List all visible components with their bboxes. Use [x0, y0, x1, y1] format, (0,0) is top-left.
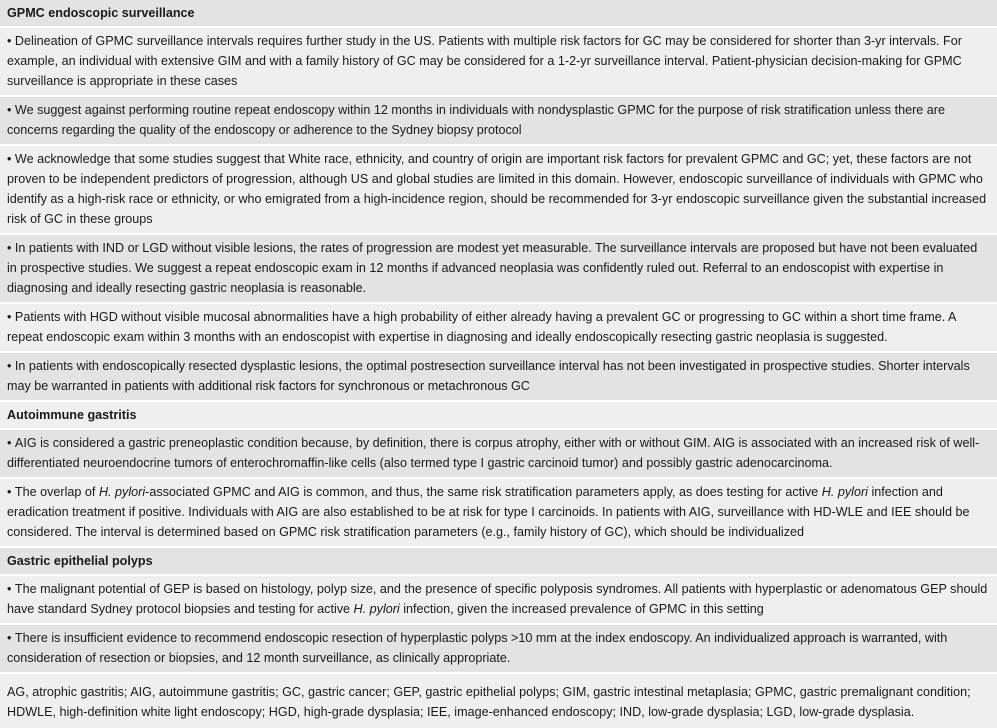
section-heading-autoimmune-gastritis: Autoimmune gastritis	[0, 402, 997, 428]
table-row	[0, 625, 997, 672]
row-text: • There is insufficient evidence to recommend endoscopic resection of hyperplastic polyps >10 mm at the index endoscopy. An individualized approach is warranted, with consideration of resection or biopsies, and 12 month surveillance, as clinically appropriate.	[7, 631, 947, 665]
row-text-a: • The overlap of	[7, 485, 99, 499]
row-text: • AIG is considered a gastric preneoplastic condition because, by definition, there is corpus atrophy, either with or without GIM. AIG is associated with an increased risk of well-differentiated neuroendocrine tumors of enterochromaffin-like cells (also termed type I gastric carcinoid tumor) and possibly gastric adenocarcinoma.	[7, 436, 979, 470]
table-row	[0, 430, 997, 477]
section-heading-gpmc-surveillance: GPMC endoscopic surveillance	[0, 0, 997, 26]
table-row	[0, 146, 997, 233]
row-text: • Delineation of GPMC surveillance intervals requires further study in the US. Patients with multiple risk factors for GC may be considered for shorter than 3-yr intervals. For example, an individual with extensive GIM and with a family history of GC may be considered for a 1-2-yr surveillance interval. Patient-physician decision-making for GPMC surveillance is appropriate in these cases	[7, 34, 962, 88]
row-text-italic: H. pylori	[98, 485, 146, 499]
row-text: • We acknowledge that some studies suggest that White race, ethnicity, and country of origin are important risk factors for prevalent GPMC and GC; yet, these factors are not proven to be independent predictors of progression, although US and global studies are limited in this domain. However, endoscopic surveillance of individuals with GPMC who identify as a high-risk race or ethnicity, or who emigrated from a high-incidence region, should be recommended for 3-yr endoscopic surveillance given the substantial increased risk of GC in these groups	[7, 152, 986, 226]
table-footnote: AG, atrophic gastritis; AIG, autoimmune gastritis; GC, gastric cancer; GEP, gastric epithelial polyps; GIM, gastric intestinal metaplasia; GPMC, gastric premalignant condition; HDWLE, high-definition white light endoscopy; HGD, high-grade dysplasia; IEE, image-enhanced endoscopy; IND, low-grade dysplasia; LGD, low-grade dysplasia.	[0, 672, 997, 728]
section-heading-gastric-epithelial-polyps: Gastric epithelial polyps	[0, 548, 997, 574]
row-text-a: • The malignant potential of GEP is based on histology, polyp size, and the presence of specific polyposis syndromes. All patients with hyperplastic or adenomatous GEP should have standard Sydney protocol biopsies and testing for active	[7, 582, 987, 616]
row-text-c: infection and eradication treatment if positive. Individuals with AIG are also established to be at risk for type I carcinoids. In patients with AIG, surveillance with HD-WLE and IEE should be considered. The interval is determined based on GPMC risk stratification parameters (e.g., family history of GC), which should be individualized	[7, 485, 970, 539]
table-row	[0, 576, 997, 623]
table-row	[0, 479, 997, 546]
row-text-italic: H. pylori	[821, 485, 868, 499]
table-row	[0, 235, 997, 302]
row-text: • We suggest against performing routine repeat endoscopy within 12 months in individuals with nondysplastic GPMC for the purpose of risk stratification unless there are concerns regarding the quality of the endoscopy or adherence to the Sydney biopsy protocol	[7, 103, 945, 137]
table-row	[0, 304, 997, 351]
table-row	[0, 97, 997, 144]
row-text: • In patients with endoscopically resected dysplastic lesions, the optimal postresection surveillance interval has not been investigated in prospective studies. Shorter intervals may be warranted in patients with additional risk factors for synchronous or metachronous GC	[7, 359, 970, 393]
row-text: • In patients with IND or LGD without visible lesions, the rates of progression are modest yet measurable. The surveillance intervals are proposed but have not been evaluated in prospective studies. We suggest a repeat endoscopic exam in 12 months if advanced neoplasia was confidently ruled out. Referral to an endoscopist with expertise in diagnosing and ideally resecting gastric neoplasia is reasonable.	[7, 241, 977, 295]
row-text: • Patients with HGD without visible mucosal abnormalities have a high probability of either already having a prevalent GC or progressing to GC within a short time frame. A repeat endoscopic exam within 3 months with an endoscopist with expertise in diagnosing and ideally endoscopically resecting gastric neoplasia is suggested.	[7, 310, 956, 344]
row-text-b: infection, given the increased prevalence of GPMC in this setting	[399, 602, 764, 616]
table-row	[0, 28, 997, 95]
row-text-italic: H. pylori	[353, 602, 400, 616]
table-row	[0, 353, 997, 400]
row-text-b: -associated GPMC and AIG is common, and thus, the same risk stratification parameters apply, as does testing for active	[145, 485, 822, 499]
